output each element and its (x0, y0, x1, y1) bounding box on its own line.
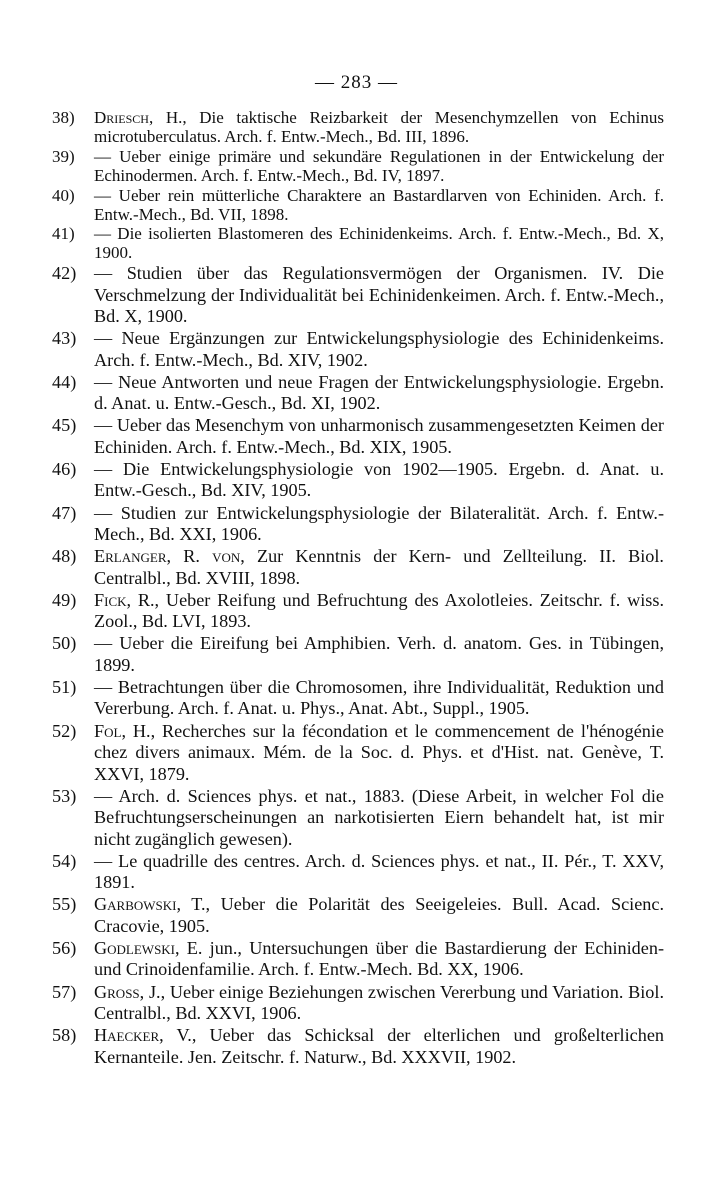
reference-number: 45) (52, 415, 77, 436)
reference-entry (52, 786, 664, 850)
reference-text (94, 503, 664, 546)
reference-number: 51) (52, 677, 77, 698)
reference-body: Recherches sur la fécondation et le commencement de l'hénogénie chez divers animaux. Mém. de la Soc. d. Phys. et d'Hist. nat. Genève, T. XXVI, 1879. (94, 720, 664, 784)
reference-number: 38) (52, 108, 75, 127)
reference-text (94, 415, 664, 458)
reference-text (94, 894, 664, 937)
reference-text (94, 1025, 664, 1068)
reference-text (94, 372, 664, 415)
reference-body: — Neue Ergänzungen zur Entwickelungsphysiologie des Echinidenkeims. Arch. f. Entw.-Mech., Bd. XIV, 1902. (94, 328, 664, 370)
reference-entry (52, 938, 664, 981)
reference-body: — Betrachtungen über die Chromosomen, ihre Individualität, Reduktion und Vererbung. Arch. f. Anat. u. Phys., Anat. Abt., Suppl., 1905. (94, 677, 664, 719)
reference-author: Driesch, H., (94, 108, 187, 127)
reference-author: Fol, H., (94, 720, 156, 741)
reference-entry (52, 677, 664, 720)
reference-number: 47) (52, 502, 77, 523)
reference-number: 44) (52, 371, 77, 392)
reference-entry (52, 503, 664, 546)
reference-text (94, 633, 664, 676)
reference-number: 57) (52, 981, 77, 1002)
reference-body: — Neue Antworten und neue Fragen der Entwickelungsphysiologie. Ergebn. d. Anat. u. Entw.-Gesch., Bd. XI, 1902. (94, 371, 664, 414)
reference-number: 42) (52, 263, 77, 284)
reference-number: 53) (52, 785, 77, 806)
reference-author: Erlanger, R. von, (94, 546, 245, 567)
reference-entry (52, 590, 664, 633)
reference-body: — Arch. d. Sciences phys. et nat., 1883. (Diese Arbeit, in welcher Fol die Befruchtungserscheinungen an narkotisierten Eiern behandelt hat, ist mir nicht zugänglich gewesen). (94, 785, 664, 849)
reference-entry (52, 224, 664, 262)
reference-body: — Ueber einige primäre und sekundäre Regulationen in der Entwickelung der Echinodermen. Arch. f. Entw.-Mech., Bd. IV, 1897. (94, 146, 664, 185)
reference-text (94, 677, 664, 720)
reference-author: Fick, R., (94, 589, 160, 610)
reference-text (94, 263, 664, 327)
reference-entry (52, 415, 664, 458)
reference-text (94, 147, 664, 185)
reference-text (94, 328, 664, 371)
reference-author: Haecker, V., (94, 1025, 197, 1046)
reference-body: — Studien zur Entwickelungsphysiologie der Bilateralität. Arch. f. Entw.-Mech., Bd. XXI, 1906. (94, 502, 664, 545)
reference-number: 56) (52, 937, 77, 958)
reference-text (94, 938, 664, 981)
reference-body: Ueber einige Beziehungen zwischen Vererbung und Variation. Biol. Centralbl., Bd. XXVI, 1906. (94, 981, 665, 1023)
reference-body: — Ueber rein mütterliche Charaktere an Bastardlarven von Echiniden. Arch. f. Entw.-Mech., Bd. VII, 1898. (94, 185, 664, 224)
reference-body: Ueber das Schicksal der elterlichen und großelterlichen Kernanteile. Jen. Zeitschr. f. Naturw., Bd. XXXVII, 1902. (94, 1025, 664, 1067)
reference-number: 46) (52, 459, 77, 480)
reference-entry (52, 147, 664, 185)
page-number: — 283 — (315, 72, 398, 93)
reference-number: 58) (52, 1025, 77, 1046)
reference-body: Ueber die Polarität des Seeigeleies. Bull. Acad. Scienc. Cracovie, 1905. (94, 894, 664, 936)
reference-entry (52, 851, 664, 894)
reference-text (94, 224, 664, 262)
reference-text (94, 721, 664, 785)
reference-number: 54) (52, 850, 77, 871)
reference-text (94, 459, 664, 502)
reference-entry (52, 263, 664, 327)
reference-number: 50) (52, 633, 77, 654)
reference-number: 43) (52, 328, 77, 349)
reference-number: 52) (52, 720, 77, 741)
reference-text (94, 590, 664, 633)
reference-entry (52, 633, 664, 676)
reference-entry (52, 894, 664, 937)
reference-number: 55) (52, 894, 77, 915)
reference-body: — Ueber das Mesenchym von unharmonisch zusammengesetzten Keimen der Echiniden. Arch. f. Entw.-Mech., Bd. XIX, 1905. (94, 415, 664, 457)
reference-text (94, 851, 664, 894)
reference-entry (52, 546, 664, 589)
reference-body: — Ueber die Eireifung bei Amphibien. Verh. d. anatom. Ges. in Tübingen, 1899. (94, 633, 664, 675)
reference-text (94, 108, 664, 146)
reference-body: Zur Kenntnis der Kern- und Zellteilung. II. Biol. Centralbl., Bd. XVIII, 1898. (94, 546, 664, 588)
reference-body: Die taktische Reizbarkeit der Mesenchymzellen von Echinus microtuberculatus. Arch. f. Entw.-Mech., Bd. III, 1896. (94, 108, 664, 146)
reference-number: 40) (52, 185, 75, 205)
reference-list (52, 108, 664, 1069)
reference-number: 48) (52, 546, 77, 567)
reference-number: 39) (52, 146, 75, 166)
reference-entry (52, 459, 664, 502)
reference-body: jun., Untersuchungen über die Bastardierung der Echiniden- und Crinoidenfamilie. Arch. f. Entw.-Mech. Bd. XX, 1906. (94, 937, 665, 980)
reference-number: 49) (52, 589, 77, 610)
reference-text (94, 786, 664, 850)
reference-author: Gross, J., (94, 981, 166, 1002)
reference-entry (52, 372, 664, 415)
reference-author: Godlewski, E. (94, 937, 203, 958)
reference-body: Ueber Reifung und Befruchtung des Axolotleies. Zeitschr. f. wiss. Zool., Bd. LVI, 1893. (94, 589, 664, 632)
reference-text (94, 546, 664, 589)
reference-entry (52, 186, 664, 224)
reference-entry (52, 721, 664, 785)
reference-body: — Studien über das Regulationsvermögen der Organismen. IV. Die Verschmelzung der Individualität bei Echinidenkeimen. Arch. f. Entw.-Mech., Bd. X, 1900. (94, 263, 664, 326)
reference-body: — Die Entwickelungsphysiologie von 1902—1905. Ergebn. d. Anat. u. Entw.-Gesch., Bd. XIV, 1905. (94, 459, 664, 501)
reference-entry (52, 108, 664, 146)
reference-text (94, 982, 664, 1025)
reference-entry (52, 1025, 664, 1068)
reference-text (94, 186, 664, 224)
reference-number: 41) (52, 224, 75, 244)
reference-body: — Le quadrille des centres. Arch. d. Sciences phys. et nat., II. Pér., T. XXV, 1891. (94, 850, 664, 893)
reference-author: Garbowski, T., (94, 894, 211, 915)
reference-entry (52, 328, 664, 371)
reference-body: — Die isolierten Blastomeren des Echinidenkeims. Arch. f. Entw.-Mech., Bd. X, 1900. (94, 224, 664, 263)
reference-entry (52, 982, 664, 1025)
